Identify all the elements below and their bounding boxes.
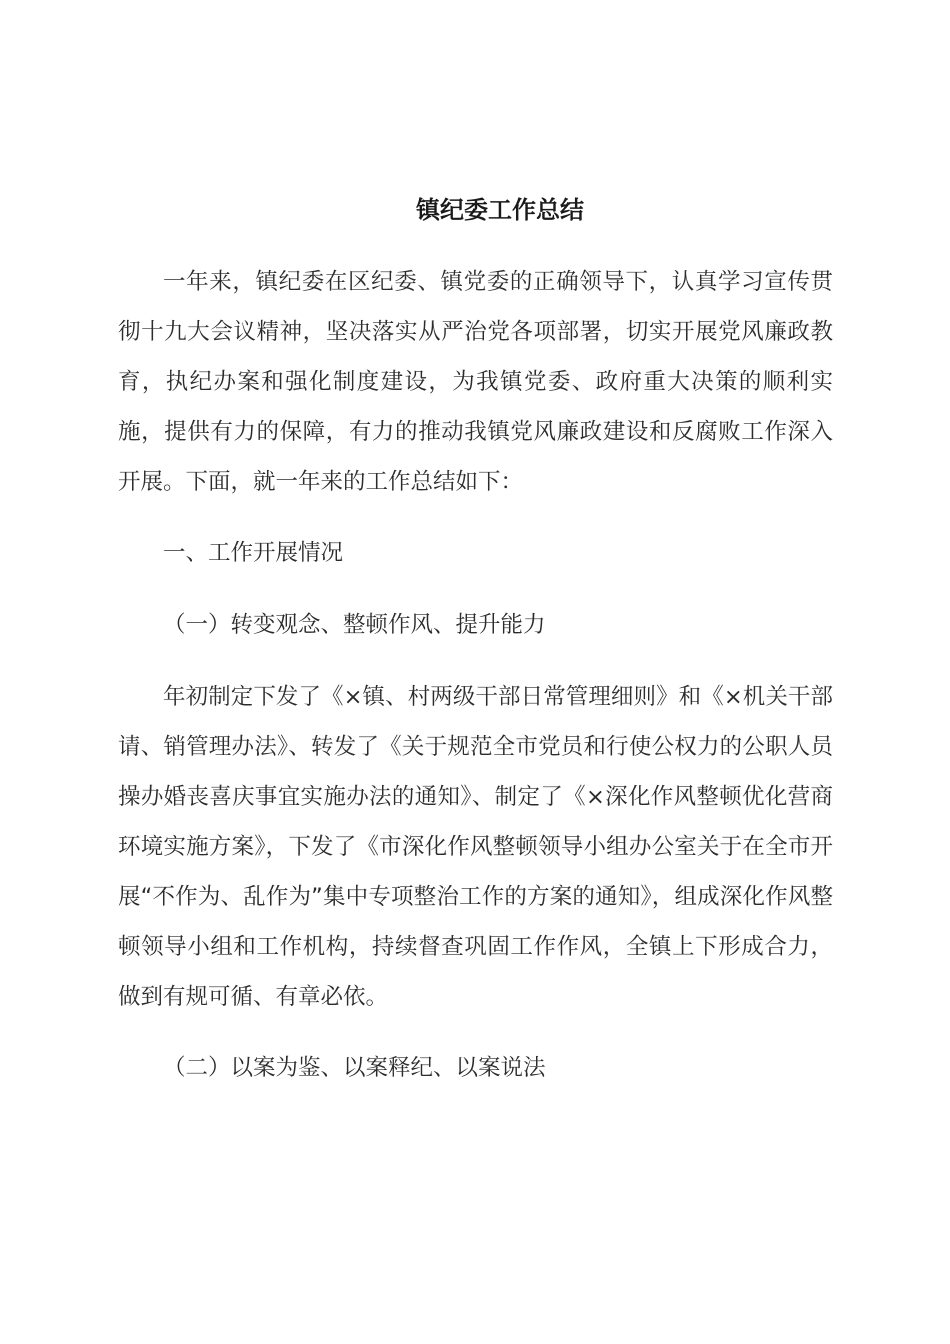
subsection-heading-1: （一）转变观念、整顿作风、提升能力 (163, 612, 546, 638)
document-title: 镇纪委工作总结 (416, 196, 584, 224)
intro-paragraph: 一年来，镇纪委在区纪委、镇党委的正确领导下，认真学习宣传贯彻十九大会议精神，坚决落实从严治党各项部署，切实开展党风廉政教育，执纪办案和强化制度建设，为我镇党委、政府重大决策的顺利实施，提供有力的保障，有力的推动我镇党风廉政建设和反腐败工作深入开展。下面，就一年来的工作总结如下： (118, 269, 833, 495)
subsection-1-paragraph: 年初制定下发了《×镇、村两级干部日常管理细则》和《×机关干部请、销管理办法》、转发了《关于规范全市党员和行使公权力的公职人员操办婚丧喜庆事宜实施办法的通知》、制定了《×深化作风整顿优化营商环境实施方案》，下发了《市深化作风整顿领导小组办公室关于在全市开展“不作为、乱作为”集中专项整治工作的方案的通知》，组成深化作风整顿领导小组和工作机构，持续督查巩固工作作风，全镇上下形成合力，做到有规可循、有章必依。 (118, 684, 833, 1010)
section-heading-work-status: 一、工作开展情况 (163, 540, 344, 566)
subsection-heading-2: （二）以案为鉴、以案释纪、以案说法 (163, 1055, 546, 1081)
